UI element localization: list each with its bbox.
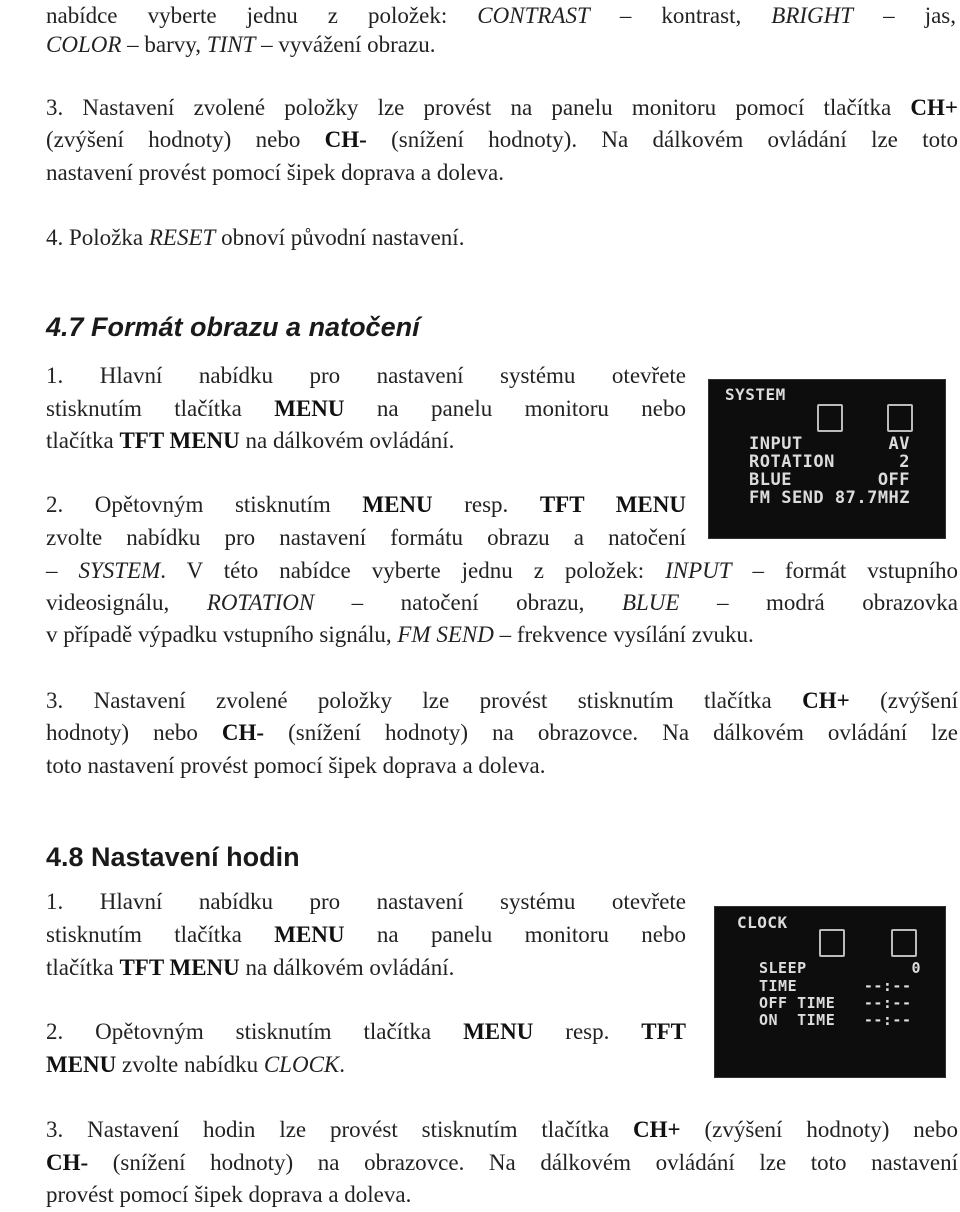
button-menu: MENU: [46, 1052, 117, 1077]
text: (zvýšení hodnoty) nebo: [46, 127, 325, 152]
osd-row-off-time: OFF TIME --:--: [759, 994, 912, 1012]
s48-step3-line-3: provést pomocí šipek doprava a doleva.: [46, 1182, 412, 1207]
option-reset: RESET: [148, 225, 216, 250]
osd-row-rotation: ROTATION 2: [749, 452, 911, 472]
text: obnoví původní nastavení.: [215, 225, 465, 250]
s48-step2-line-2: [46, 1049, 345, 1081]
text: stisknutím tlačítka: [46, 396, 275, 421]
step3-line-2: [46, 124, 958, 156]
intro-line-2: [46, 29, 435, 61]
s48-step3-line-1: [46, 1114, 958, 1146]
button-tft-menu: TFT MENU: [119, 955, 240, 980]
text: 4. Položka: [46, 225, 149, 250]
s47-step3-line-2: [46, 717, 958, 749]
s48-step1-line-3: [46, 952, 454, 984]
s47-step2-line-2: zvolte nabídku pro nastavení formátu obrazu a natočení: [46, 525, 686, 550]
text: (zvýšení: [849, 688, 959, 713]
button-tft-menu: TFT MENU: [539, 492, 686, 517]
button-ch-plus: CH+: [802, 688, 850, 713]
text: (snížení hodnoty) na obrazovce. Na dálkovém ovládání lze toto nastavení: [88, 1150, 958, 1175]
text: – formát vstupního: [731, 558, 958, 583]
text: videosignálu,: [46, 590, 207, 615]
option-contrast: CONTRAST: [477, 3, 590, 28]
text: tlačítka: [46, 955, 120, 980]
text: – frekvence vysílání zvuku.: [493, 622, 754, 647]
text: na dálkovém ovládání.: [239, 955, 455, 980]
text: resp.: [533, 1019, 642, 1044]
tv-icon: [819, 929, 845, 957]
option-tint: TINT: [206, 32, 256, 57]
section-heading-4-8: 4.8 Nastavení hodin: [46, 842, 300, 872]
text: – jas,: [853, 3, 956, 28]
step3-line-3: nastavení provést pomocí šipek doprava a doleva.: [46, 160, 504, 185]
option-color: COLOR: [46, 32, 122, 57]
s47-step3-line-1: [46, 685, 958, 717]
option-blue: BLUE: [621, 590, 680, 615]
osd-clock-screenshot: [714, 906, 946, 1078]
option-bright: BRIGHT: [771, 3, 854, 28]
text: hodnoty) nebo: [46, 720, 222, 745]
text: tlačítka: [46, 428, 120, 453]
button-tft: TFT: [641, 1019, 687, 1044]
s47-step2-line-3: [46, 555, 958, 587]
option-fm-send: FM SEND: [397, 622, 494, 647]
s48-step3-line-2: [46, 1147, 958, 1179]
s47-step2-line-5: [46, 619, 754, 651]
text: –: [46, 558, 79, 583]
osd-row-on-time: ON TIME --:--: [759, 1011, 912, 1029]
s47-step1-line-3: [46, 425, 454, 457]
text: resp.: [432, 492, 540, 517]
text: na dálkovém ovládání.: [239, 428, 455, 453]
button-ch-minus: CH-: [46, 1150, 89, 1175]
text: na panelu monitoru nebo: [344, 396, 686, 421]
text: v případě výpadku vstupního signálu,: [46, 622, 398, 647]
osd-row-fm-send: FM SEND 87.7MHZ: [749, 488, 911, 508]
osd-system-screenshot: [708, 379, 946, 539]
button-menu: MENU: [274, 396, 345, 421]
button-ch-minus: CH-: [324, 127, 367, 152]
text: stisknutím tlačítka: [46, 922, 275, 947]
text: 3. Nastavení hodin lze provést stisknutím tlačítka: [46, 1117, 633, 1142]
text: – natočení obrazu,: [314, 590, 622, 615]
text: – modrá obrazovka: [679, 590, 959, 615]
text: 3. Nastavení zvolené položky lze provést na panelu monitoru pomocí tlačítka: [46, 95, 911, 120]
text: . V této nabídce vyberte jednu z položek:: [160, 558, 666, 583]
text: zvolte nabídku: [116, 1052, 264, 1077]
text: 2. Opětovným stisknutím tlačítka: [46, 1019, 464, 1044]
s48-step2-line-1: [46, 1016, 686, 1048]
osd-row-input: INPUT AV: [749, 434, 911, 454]
text: 2. Opětovným stisknutím: [46, 492, 363, 517]
text: (snížení hodnoty). Na dálkovém ovládání lze toto: [366, 127, 958, 152]
option-system: SYSTEM: [78, 558, 161, 583]
osd-row-time: TIME --:--: [759, 977, 912, 995]
button-menu: MENU: [362, 492, 433, 517]
option-clock: CLOCK: [263, 1052, 340, 1077]
text: na panelu monitoru nebo: [344, 922, 686, 947]
button-tft-menu: TFT MENU: [119, 428, 240, 453]
s47-step1-line-1: 1. Hlavní nabídku pro nastavení systému otevřete: [46, 363, 686, 388]
button-menu: MENU: [274, 922, 345, 947]
step3-line-1: [46, 92, 958, 124]
osd-row-blue: BLUE OFF: [749, 470, 911, 490]
tv-icon: [817, 404, 843, 432]
button-ch-plus: CH+: [910, 95, 958, 120]
text: nabídce vyberte jednu z položek:: [46, 3, 478, 28]
s48-step1-line-2: [46, 919, 686, 951]
step4-line: [46, 222, 464, 254]
text: – barvy,: [121, 32, 207, 57]
text: .: [339, 1052, 346, 1077]
s47-step1-line-2: [46, 393, 686, 425]
s47-step2-line-4: [46, 587, 958, 619]
button-menu: MENU: [463, 1019, 534, 1044]
text: 3. Nastavení zvolené položky lze provést stisknutím tlačítka: [46, 688, 803, 713]
osd-row-sleep: SLEEP 0: [759, 959, 922, 977]
button-ch-plus: CH+: [632, 1117, 681, 1142]
text: – vyvážení obrazu.: [255, 32, 436, 57]
text: – kontrast,: [589, 3, 772, 28]
text: (snížení hodnoty) na obrazovce. Na dálkovém ovládání lze: [264, 720, 958, 745]
option-rotation: ROTATION: [206, 590, 315, 615]
button-ch-minus: CH-: [221, 720, 265, 745]
osd-title: CLOCK: [737, 913, 788, 932]
clock-icon: [887, 404, 913, 432]
section-heading-4-7: 4.7 Formát obrazu a natočení: [46, 312, 420, 342]
s47-step2-line-1: [46, 489, 686, 521]
osd-title: SYSTEM: [725, 385, 786, 404]
s48-step1-line-1: 1. Hlavní nabídku pro nastavení systému otevřete: [46, 889, 686, 914]
clock-icon: [891, 929, 917, 957]
text: (zvýšení hodnoty) nebo: [680, 1117, 958, 1142]
option-input: INPUT: [665, 558, 732, 583]
intro-line-1: [46, 0, 956, 32]
s47-step3-line-3: toto nastavení provést pomocí šipek doprava a doleva.: [46, 753, 546, 778]
